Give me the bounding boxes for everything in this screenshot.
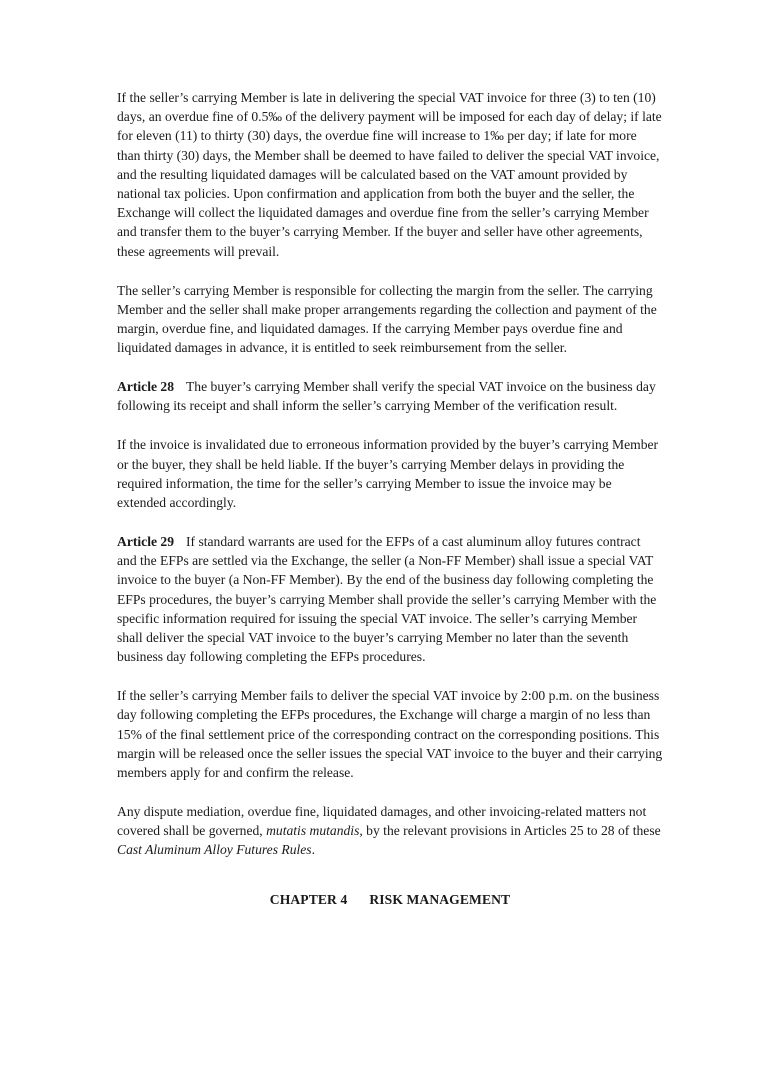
- article-29-label: Article 29: [117, 534, 174, 550]
- p7-italic-mutatis: mutatis mutandis: [266, 823, 360, 839]
- paragraph-late-delivery-fines: If the seller’s carrying Member is late in delivering the special VAT invoice for three (3) to ten (10) days, an overdue fine of 0.5‰ of the delivery payment will be imposed for each day of delay; if late for eleven (11) to thirty (30) days, the overdue fine will increase to 1‰ per day; if late for more than thirty (30) days, the Member shall be deemed to have failed to deliver the special VAT invoice, and the resulting liquidated damages will be calculated based on the VAT amount provided by national tax policies. Upon confirmation and application from both the buyer and the seller, the Exchange will collect the liquidated damages and overdue fine from the seller’s carrying Member and transfer them to the buyer’s carrying Member. If the buyer and seller have other agreements, these agreements will prevail.: [117, 90, 662, 259]
- p7-text-3: .: [311, 842, 315, 858]
- p7-text-1: Any dispute mediation, overdue fine, liquidated damages, and other invoicing-related matters not covered shall be governed,: [117, 804, 647, 839]
- article-28-text: The buyer’s carrying Member shall verify the special VAT invoice on the business day following its receipt and shall inform the seller’s carrying Member of the verification result.: [117, 379, 656, 414]
- chapter-heading: [117, 890, 663, 909]
- p7-italic-rules-title: Cast Aluminum Alloy Futures Rules: [117, 842, 312, 858]
- paragraph-invoice-invalidated: If the invoice is invalidated due to erroneous information provided by the buyer’s carrying Member or the buyer, they shall be held liable. If the buyer’s carrying Member delays in providing the required information, the time for the seller’s carrying Member to issue the invoice may be extended accordingly.: [117, 437, 659, 511]
- p7-text-2: , by the relevant provisions in Articles 25 to 28 of these: [359, 823, 661, 839]
- paragraph-margin-collection: The seller’s carrying Member is responsible for collecting the margin from the seller. The carrying Member and the seller shall make proper arrangements regarding the collection and payment of the margin, overdue fine, and liquidated damages. If the carrying Member pays overdue fine and liquidated damages in advance, it is entitled to seek reimbursement from the seller.: [117, 282, 657, 356]
- chapter-title: RISK MANAGEMENT: [369, 891, 511, 907]
- article-29: [117, 532, 663, 666]
- chapter-number: CHAPTER 4: [269, 891, 348, 907]
- article-28-label: Article 28: [117, 379, 174, 395]
- document-page: [117, 88, 663, 909]
- article-29-text: If standard warrants are used for the EFPs of a cast aluminum alloy futures contract and the EFPs are settled via the Exchange, the seller (a Non-FF Member) shall issue a special VAT invoice to the buyer (a Non-FF Member). By the end of the business day following completing the EFPs procedures, the buyer’s carrying Member shall provide the seller’s carrying Member with the specific information required for issuing the special VAT invoice. The seller’s carrying Member shall deliver the special VAT invoice to the buyer’s carrying Member no later than the seventh business day following completing the EFPs procedures.: [117, 534, 657, 665]
- article-28: [117, 377, 663, 415]
- paragraph-margin-charge: If the seller’s carrying Member fails to deliver the special VAT invoice by 2:00 p.m. on the business day following completing the EFPs procedures, the Exchange will charge a margin of no less than 15% of the final settlement price of the corresponding contract on the corresponding positions. This margin will be released once the seller issues the special VAT invoice to the buyer and their carrying members apply for and confirm the release.: [117, 688, 663, 781]
- paragraph-dispute-mediation: [117, 802, 663, 860]
